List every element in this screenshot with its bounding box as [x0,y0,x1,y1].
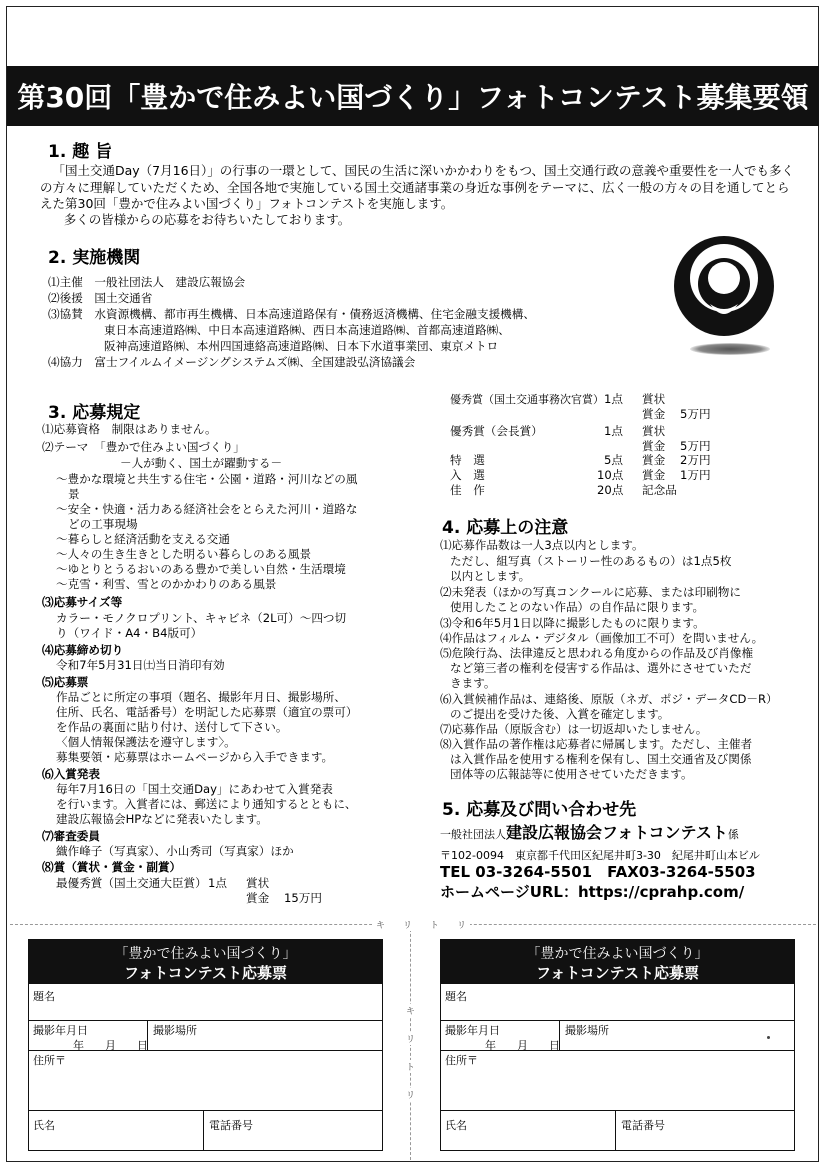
rule-size-text: カラー・モノクロプリント、キャビネ（2L可）～四つ切 [56,611,347,625]
prize-item: 賞状 [642,424,666,438]
cut-label-vertical: キ [406,1004,415,1017]
prize-count: 1点 [604,424,623,438]
note-item: ⑹入賞候補作品は、連絡後、原版（ネガ、ポジ・データCD－R） [440,692,778,706]
cut-label-horizontal: キ リ ト リ [372,918,470,931]
rule-theme-item: ～暮らしと経済活動を支える交通 [56,532,230,546]
rule-announce-heading: ⑹入賞発表 [42,767,100,781]
form-place-label: 撮影場所 [153,1024,197,1037]
cut-label-vertical: リ [406,1088,415,1101]
form-name-label: 氏名 [33,1119,55,1132]
rule-deadline-heading: ⑷応募締め切り [42,643,124,657]
prize-amount: 2万円 [680,453,711,467]
form-header-subtitle: フォトコンテスト応募票 [123,964,288,982]
form-date-label: 撮影年月日 [445,1024,500,1037]
rule-theme-item: ～克雪・利雪、雪とのかかわりのある風景 [56,577,277,591]
prize-item: 賞状 [246,876,270,890]
note-item: ⑺応募作品（原版含む）は一切返却いたしません。 [440,722,708,736]
prize-amount: 1万円 [680,468,711,482]
form-place-label: 撮影場所 [565,1024,609,1037]
rule-eligibility: ⑴応募資格 制限はありません。 [42,422,217,436]
prize-count: 5点 [604,453,623,467]
prize-count: 10点 [597,468,624,482]
form-phone-label: 電話番号 [621,1119,665,1132]
form-divider [29,1050,382,1051]
contact-org-name: 建設広報協会フォトコンテスト [506,823,728,842]
page-title: 第30回「豊かで住みよい国づくり」フォトコンテスト募集要領 [17,81,809,114]
form-header-title: 「豊かで住みよい国づくり」 [526,946,709,962]
contact-org-prefix: 一般社団法人 [440,828,506,841]
association-logo [672,234,776,338]
rule-theme-item: ～安全・快適・活力ある経済社会をとらえた河川・道路な [56,502,358,516]
cut-label-vertical: リ [406,1032,415,1045]
entry-form-right [440,939,795,1151]
form-header [29,940,382,984]
form-divider [203,1110,204,1150]
rule-judges-text: 織作峰子（写真家）、小山秀司（写真家）ほか [56,844,294,858]
form-divider [441,1020,794,1021]
section-contact-heading: 5. 応募及び問い合わせ先 [442,800,637,820]
logo-shadow [690,343,770,355]
rule-theme-sub: －人が動く、国土が躍動する－ [120,456,283,470]
note-item: ⑴応募作品数は一人3点以内とします。 [440,538,644,552]
form-divider [29,1020,382,1021]
form-day-label: 日 [549,1039,560,1052]
cut-label-vertical: ト [406,1060,415,1073]
contact-org-suffix: 係 [727,828,739,841]
form-title-label: 題名 [445,990,467,1003]
rule-theme-item: ～ゆとりとうるおいのある豊かで美しい自然・生活環境 [56,562,346,576]
form-header [441,940,794,984]
rule-announce-text: 毎年7月16日の「国土交通Day」にあわせて入賞発表 [56,782,333,796]
section-purpose-heading: 1. 趣 旨 [48,142,113,162]
org-support: ⑵後援 国土交通省 [48,291,153,305]
note-item: は入賞作品を使用する権利を保有し、国土交通省及び関係 [450,752,752,766]
purpose-text-2: 多くの皆様からの応募をお待ちいたしております。 [63,212,351,227]
prize-count: 1点 [604,392,623,406]
rule-size-text-2: り（ワイド・A4・B4版可） [56,626,203,640]
form-day-label: 日 [137,1039,148,1052]
org-cooperation: ⑷協力 富士フイルムイメージングシステムズ㈱、全国建設弘済協議会 [48,355,416,369]
note-item: ⑷作品はフィルム・デジタル（画像加工不可）を問いません。 [440,631,764,645]
prize-item: 賞金 [642,407,666,421]
entry-form-left [28,939,383,1151]
note-item: のご提出を受けた後、入賞を確定します。 [450,707,670,721]
contact-phone: TEL 03-3264-5501 FAX03-3264-5503 [440,863,756,881]
contact-address: 〒102-0094 東京都千代田区紀尾井町3-30 紀尾井町山本ビル [440,849,760,862]
prize-item: 記念品 [642,483,677,497]
form-month-label: 月 [517,1039,528,1052]
rule-announce-text: 建設広報協会HPなどに発表いたします。 [56,812,268,826]
rule-entryform-text: を作品の裏面に貼り付け、送付して下さい。 [56,720,288,734]
prize-amount: 5万円 [680,407,711,421]
org-sponsor-2: 東日本高速道路㈱、中日本高速道路㈱、西日本高速道路㈱、首都高速道路㈱、 [104,323,510,337]
form-year-label: 年 [485,1039,496,1052]
form-divider [441,1050,794,1051]
rule-entryform-text: 作品ごとに所定の事項（題名、撮影年月日、撮影場所、 [56,690,346,704]
rule-entryform-text: 〈個人情報保護法を遵守します〉。 [56,735,236,749]
note-item: ⑵未発表（ほかの写真コンクールに応募、または印刷物に [440,585,741,599]
note-item: きます。 [450,676,496,690]
note-item: ⑶令和6年5月1日以降に撮影したものに限ります。 [440,616,705,630]
rule-entryform-text: 募集要領・応募票はホームページから入手できます。 [56,750,334,764]
note-item: ⑻入賞作品の著作権は応募者に帰属します。ただし、主催者 [440,737,753,751]
rule-entryform-text: 住所、氏名、電話番号）を明記した応募票（適宜の票可） [56,705,358,719]
prize-count: 1点 [208,876,227,890]
rule-theme-item: どの工事現場 [68,517,138,531]
form-phone-label: 電話番号 [209,1119,253,1132]
note-item: ただし、組写真（ストーリー性のあるもの）は1点5枚 [450,554,732,568]
rule-prizes-heading: ⑻賞（賞状・賞金・副賞） [42,860,182,874]
form-divider [615,1110,616,1150]
prize-name: 最優秀賞（国土交通大臣賞） [56,876,207,890]
org-sponsor: ⑶協賛 水資源機構、都市再生機構、日本高速道路保有・債務返済機構、住宅金融支援機構、 [48,307,535,321]
prize-item: 賞金 [642,468,666,482]
form-year-label: 年 [73,1039,84,1052]
prize-item: 賞状 [642,392,666,406]
form-title-label: 題名 [33,990,55,1003]
form-address-label: 住所〒 [33,1054,66,1067]
org-sponsor-3: 阪神高速道路㈱、本州四国連絡高速道路㈱、日本下水道事業団、東京メトロ [104,339,499,353]
note-item: 以内とします。 [450,569,531,583]
note-item: 団体等の広報誌等に使用させていただきます。 [450,767,693,781]
rule-theme-item: ～豊かな環境と共生する住宅・公園・道路・河川などの風 [56,472,358,486]
title-banner [7,66,819,126]
prize-amount: 15万円 [284,891,322,905]
rule-announce-text: を行います。入賞者には、郵送により通知するとともに、 [56,797,357,811]
prize-name: 入 選 [450,468,485,482]
contact-url: ホームページURL：https://cprahp.com/ [440,883,745,901]
form-header-title: 「豊かで住みよい国づくり」 [114,946,297,962]
note-item: ⑸危険行為、法律違反と思われる角度からの作品及び肖像権 [440,646,754,660]
form-name-label: 氏名 [445,1119,467,1132]
prize-count: 20点 [597,483,624,497]
scan-speck [767,1036,770,1039]
prize-name: 優秀賞（国土交通事務次官賞） [450,393,604,406]
prize-item: 賞金 [642,453,666,467]
form-date-label: 撮影年月日 [33,1024,88,1037]
prize-name: 優秀賞（会長賞） [450,424,543,438]
section-notes-heading: 4. 応募上の注意 [442,518,569,538]
rule-deadline-text: 令和7年5月31日㈯当日消印有効 [56,658,225,672]
prize-name: 佳 作 [450,483,485,497]
contact-org [440,825,739,843]
form-month-label: 月 [105,1039,116,1052]
rule-size-heading: ⑶応募サイズ等 [42,595,123,609]
purpose-text: 「国土交通Day（7月16日）」の行事の一環として、国民の生活に深いかかわりをもつ、国土交通行政の意義や重要性を一人でも多くの方々に理解していただくため、全国各地で実施している国土交通諸事業の身近な事例をテーマに、広く一般の方々の目を通してとらえた第30回「豊かで住みよい国づくり」フォトコンテストを実施します。 [40,163,795,211]
rule-theme: ⑵テーマ 「豊かで住みよい国づくり」 [42,440,245,454]
note-item: 使用したことのない作品）の自作品に限ります。 [450,600,705,614]
rule-judges-heading: ⑺審査委員 [42,829,100,843]
form-divider [441,1110,794,1111]
rule-theme-item: 景 [68,487,80,501]
section-organizers-heading: 2. 実施機関 [48,248,141,268]
prize-amount: 5万円 [680,439,711,453]
section-rules-heading: 3. 応募規定 [48,403,141,423]
note-item: など第三者の権利を侵害する作品は、選外にさせていただ [450,661,752,675]
prize-name: 特 選 [450,453,485,467]
form-address-label: 住所〒 [445,1054,478,1067]
form-header-subtitle: フォトコンテスト応募票 [535,964,700,982]
org-host: ⑴主催 一般社団法人 建設広報協会 [48,275,246,289]
prize-item: 賞金 [246,891,270,905]
rule-theme-item: ～人々の生き生きとした明るい暮らしのある風景 [56,547,312,561]
prize-item: 賞金 [642,439,666,453]
rule-entryform-heading: ⑸応募票 [42,675,89,689]
form-divider [29,1110,382,1111]
